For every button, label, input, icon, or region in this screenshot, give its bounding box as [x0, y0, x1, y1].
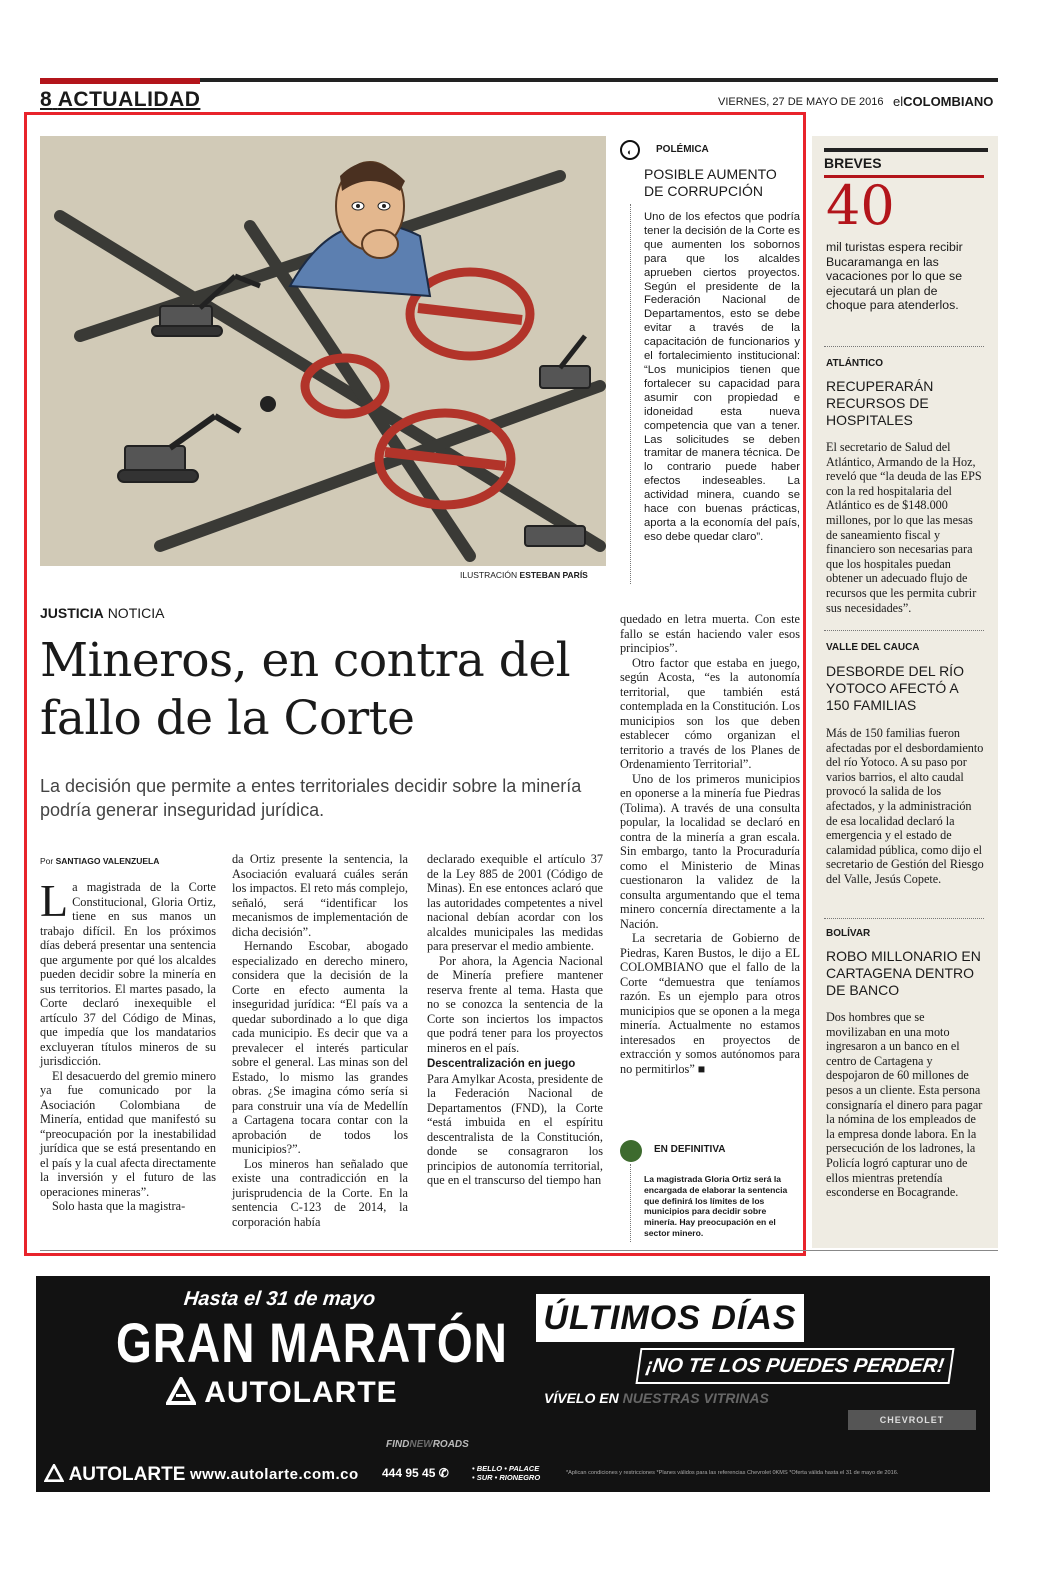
- ad-website-link[interactable]: www.autolarte.com.co: [190, 1466, 359, 1483]
- article-kicker: [40, 605, 164, 621]
- brief-headline: ROBO MILLONARIO EN CARTAGENA DENTRO DE BANCO: [826, 948, 981, 998]
- paragraph: quedado en letra muerta. Con este fallo se están haciendo valer esos principios”.: [620, 612, 800, 655]
- definitiva-text: La magistrada Gloria Ortiz será la encargada de elaborar la sentencia que definirá los límites de los municipios para decidir sobre minería. Hay preocupación en el sector minero.: [644, 1174, 788, 1238]
- polemica-rule: [630, 204, 632, 584]
- paragraph: Otro factor que estaba en juego, según Acosta, “es la autonomía territorial, que también está contemplada en la Constitución. Los municipios son los que deben establecer cómo organizan el territorio a través de los Planes de Ordenamiento Territorial”.: [620, 655, 800, 771]
- byline-prefix: Por: [40, 856, 54, 866]
- vivelo-text: VÍVELO EN: [544, 1390, 619, 1406]
- vitrinas-text: NUESTRAS VITRINAS: [622, 1390, 769, 1406]
- brief-tag: BOLÍVAR: [826, 928, 871, 939]
- paragraph: El desacuerdo del gremio minero ya fue comunicado por la Asociación Colombiana de Minería, entidad que manifestó su “preocupación por la inestabilidad jurídica que se está presentando en el país y la cual afecta directamente la inversión y el futuro de las operaciones mineras”.: [40, 1068, 216, 1199]
- ad-ultimos: ÚLTIMOS DÍAS: [536, 1294, 804, 1342]
- locations-line: • BELLO • PALACE: [472, 1464, 540, 1473]
- ad-no-perder: ¡NO TE LOS PUEDES PERDER!: [635, 1348, 954, 1384]
- brief-tag: VALLE DEL CAUCA: [826, 642, 920, 653]
- paragraph: Por ahora, la Agencia Nacional de Minería prefiere mantener reserva frente al tema. Hasta que no se conozca la sentencia de la Corte son inciertos los impactos que podrá tener para los proyectos mineros en el país.: [427, 953, 603, 1055]
- definitiva-title: EN DEFINITIVA: [654, 1144, 726, 1155]
- ad-headline: GRAN MARATÓN: [116, 1311, 508, 1375]
- paragraph: La secretaria de Gobierno de Piedras, Karen Bustos, le dijo a EL COLOMBIANO que el fallo de la Corte “demuestra que teníamos razón. Es un ejemplo para otros municipios que se oponen a la mega minería. Actualmente no estamos interesados en proyectos de extracción y somos autónomos para no permitirlos” ■: [620, 931, 800, 1076]
- illustration: [40, 136, 606, 566]
- illustration-credit: [460, 570, 588, 580]
- brief-tag: ATLÁNTICO: [826, 358, 884, 369]
- credit-label: ILUSTRACIÓN: [460, 570, 518, 580]
- breves-rule: [824, 148, 988, 152]
- ad-brand: [166, 1376, 398, 1410]
- autolarte-logo-icon: [166, 1377, 196, 1405]
- subheading: Descentralización en juego: [427, 1058, 576, 1070]
- phone-number: 444 95 45: [382, 1466, 436, 1480]
- breves-separator: [824, 918, 984, 920]
- chevrolet-logo: CHEVROLET: [848, 1410, 976, 1430]
- polemica-tag: POLÉMICA: [656, 144, 709, 155]
- ad-brand-name: AUTOLARTE: [204, 1376, 398, 1409]
- ad-footer-brand-name: AUTOLARTE: [68, 1464, 186, 1485]
- paragraph: Para Amylkar Acosta, presidente de la Federación Nacional de Departamentos (FND), la Corte “está imbuida en el espíritu descentralista de la Constitución, donde se consagraron los principios de autonomía territorial, que en el transcurso del tiempo han: [427, 1071, 603, 1187]
- credit-name: ESTEBAN PARÍS: [519, 570, 588, 580]
- find-text: FIND: [386, 1439, 410, 1450]
- paragraph: declarado exequible el artículo 37 de la Ley 885 de 2001 (Código de Minas). En ese entonces aclaró que las autoridades competentes a nivel nacional debían acordar con los alcaldes municipales las medidas para preservar el medio ambiente.: [427, 852, 603, 953]
- polemica-body: Uno de los efectos que podría tener la decisión de la Corte es que aumenten los sobornos para que los alcaldes aprueben ciertos proyectos. Según el presidente de la Federación Nacional de Departamentos, esto se debe evitar a través de la capacitación de funcionarios y el fortalecimiento institucional: “Los municipios tienen que fortalecer su capacidad para asumir con propiedad e idoneidad esta nueva competencia que van a tener. Las solicitudes se deben tramitar de manera técnica. De lo contrario puede haber efectos indeseables. La actividad minera, cuando se hace con buenas prácticas, aporta a la economía del país, eso debe quedar claro”.: [644, 211, 800, 543]
- kicker-section: JUSTICIA: [40, 605, 104, 621]
- ad-legal-text: *Aplican condiciones y restricciones *Planes válidos para las referencias Chevrolet 0KMS *Oferta válida hasta el 31 de mayo de 2016.: [566, 1470, 899, 1476]
- newspaper-name: [893, 94, 993, 109]
- ad-locations: [472, 1464, 540, 1482]
- article-column-1: [40, 875, 216, 1214]
- breves-separator: [824, 630, 984, 632]
- locations-line: • SUR • RIONEGRO: [472, 1473, 541, 1482]
- tic-tac-toe-illustration: [40, 136, 606, 566]
- polemica-icon: ◐: [620, 140, 640, 160]
- section-name: ACTUALIDAD: [57, 88, 201, 111]
- phone-icon: ✆: [438, 1466, 449, 1480]
- breves-big-text: mil turistas espera recibir Bucaramanga en las vacaciones por lo que se ejecutará un plan de choque para atenderlos.: [826, 240, 963, 313]
- kicker-type: NOTICIA: [107, 605, 165, 621]
- brief-headline: DESBORDE DEL RÍO YOTOCO AFECTÓ A 150 FAMILIAS: [826, 663, 964, 713]
- paper-title: COLOMBIANO: [903, 94, 994, 109]
- paragraph: da Ortiz presente la sentencia, la Asociación evaluará cuáles serán los impactos. El reto más complejo, señaló, será “identificar los mecanismos de implementación de dicha decisión”.: [232, 852, 408, 939]
- brief-body: Dos hombres que se movilizaban en una moto ingresaron a un banco en el centro de Cartagena y despojaron de 60 millones de pesos a un cliente. Esta persona consignaría el dinero para pagar la nómina de los empleados de la empresa donde labora. En la persecución de los ladrones, la Policía logró capturar uno de ellos mientras pretendía esconderse en Bocagrande.: [826, 1010, 983, 1200]
- article-byline: [40, 856, 159, 866]
- autolarte-logo-small-icon: [44, 1464, 64, 1482]
- ad-phone: [382, 1466, 449, 1480]
- breves-title: BREVES: [824, 155, 882, 171]
- ad-footer: [36, 1460, 990, 1492]
- breves-separator: [824, 346, 984, 348]
- ad-vivelo: [544, 1390, 769, 1406]
- issue-date: VIERNES, 27 DE MAYO DE 2016: [718, 96, 884, 108]
- article-column-4: [620, 612, 800, 1076]
- article-headline: Mineros, en contra del fallo de la Corte: [40, 633, 571, 746]
- article-column-2: [232, 852, 408, 1229]
- paper-prefix: el: [893, 94, 904, 109]
- ad-footer-brand: [44, 1464, 185, 1486]
- brief-body: Más de 150 familias fueron afectadas por el desbordamiento del río Yotoco. A su paso por varios barrios, el alto caudal provocó la salida de los afectados, y la administración de esa localidad declaró la emergencia y el estado de calamidad pública, como dijo el secretario de Gestión del Riesgo del Valle, Jesús Copete.: [826, 726, 984, 886]
- definitiva-icon: [620, 1140, 642, 1162]
- paragraph: Solo hasta que la magistra-: [52, 1199, 186, 1213]
- find-new-roads: [386, 1439, 469, 1450]
- page-number: 8: [40, 88, 53, 111]
- brief-headline: RECUPERARÁN RECURSOS DE HOSPITALES: [826, 378, 934, 428]
- section-header: [40, 88, 200, 112]
- ad-date: Hasta el 31 de mayo: [182, 1288, 377, 1310]
- drop-cap: L: [40, 875, 69, 926]
- breves-big-number: 40: [826, 174, 895, 237]
- paragraph: Hernando Escobar, abogado especializado en derecho minero, considera que la decisión de la Corte en efecto aumenta la inseguridad jurídica: “El país va a quedar subordinado a lo que diga cada municipio. Es decir que va a prevalecer el interés particular sobre el general. Las minas son del Estado, lo mismo las grandes obras. ¿Se imagina cómo sería si para construir una vía de Medellín a Cartagena tocara contar con la aprobación de todos los municipios?”.: [232, 939, 408, 1156]
- page-bottom-rule: [40, 1250, 998, 1251]
- byline-author: SANTIAGO VALENZUELA: [55, 856, 160, 866]
- header-accent: [40, 78, 200, 84]
- brief-body: El secretario de Salud del Atlántico, Armando de la Hoz, reveló que “la deuda de las EPS con la red hospitalaria del Atlántico es de $148.000 millones, por lo que las mesas de saneamiento fiscal y financiero son necesarias para que los hospitales puedan obtener un adecuado flujo de recursos que les permita cubrir sus necesidades”.: [826, 440, 982, 615]
- paragraph: Los mineros han señalado que existe una contradicción en la jurisprudencia de la Corte. En la sentencia C-123 de 2014, la corporación había: [232, 1156, 408, 1229]
- polemica-headline: POSIBLE AUMENTO DE CORRUPCIÓN: [644, 166, 777, 199]
- new-text: NEW: [409, 1439, 433, 1450]
- paragraph: Uno de los primeros municipios en oponerse a la minería fue Piedras (Tolima). A través de una consulta popular, la localidad se declaró en contra de la minería a gran escala. Sin embargo, tanto la Procuraduría como el Ministerio de Minas cuestionaron la validez de la consulta argumentando que el tema minero concernía directamente a la Nación.: [620, 771, 800, 931]
- article-deck: La decisión que permite a entes territoriales decidir sobre la minería podría generar inseguridad jurídica.: [40, 776, 582, 820]
- article-column-3: [427, 852, 603, 1188]
- roads-text: ROADS: [432, 1439, 469, 1450]
- advertisement[interactable]: [36, 1276, 990, 1492]
- paragraph: a magistrada de la Corte Constitucional, Gloria Ortiz, tiene en sus manos un trabajo difícil. En los próximos días deberá presentar una sentencia que argumente por qué los alcaldes pueden decidir sobre la minería en sus territorios. El martes pasado, la Corte declaró inexequible el artículo 37 del Código de Minas, que impedía que los mandatarios excluyeran títulos mineros de su jurisdicción.: [40, 880, 216, 1068]
